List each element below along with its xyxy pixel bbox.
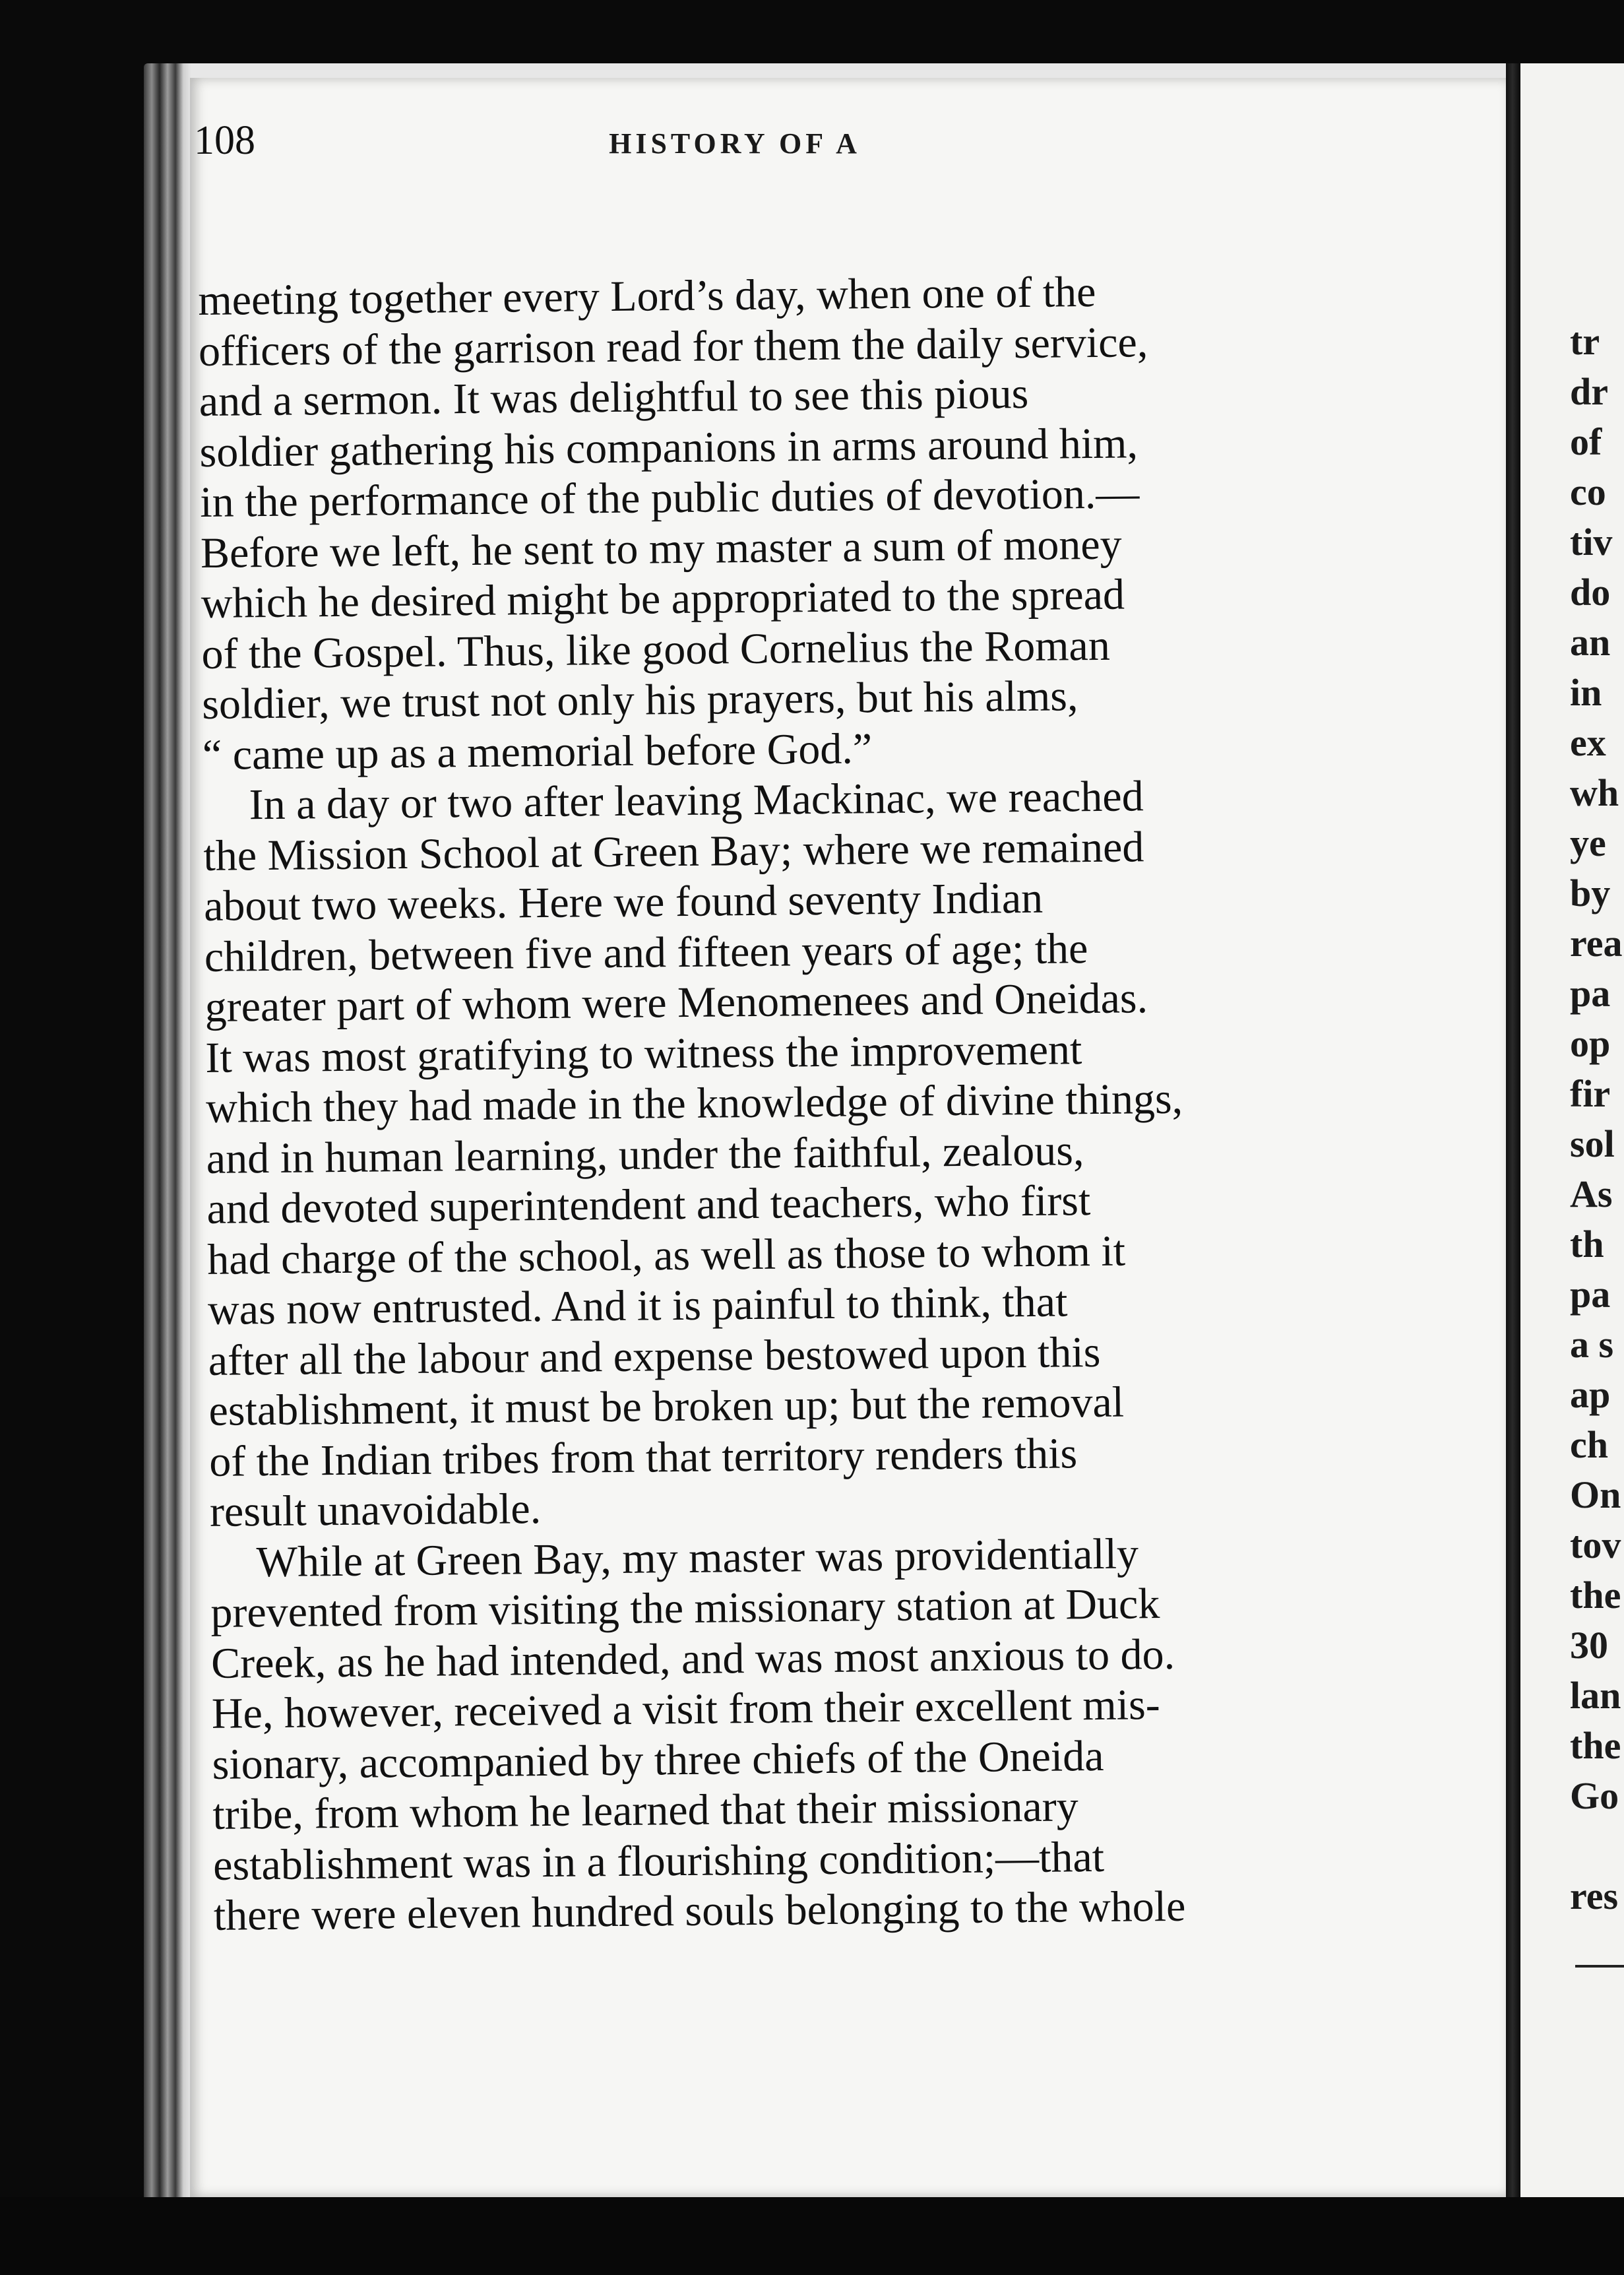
facing-page-rule xyxy=(1575,1965,1624,1968)
text-line: establishment, it must be broken up; but the removal xyxy=(208,1378,1125,1435)
paragraph-first-line: In a day or two after leaving Mackinac, we reached xyxy=(249,772,1144,829)
text-line: after all the labour and expense bestowed upon this xyxy=(208,1328,1101,1385)
text-line: soldier, we trust not only his prayers, but his alms, xyxy=(201,672,1078,728)
text-line: soldier gathering his companions in arms around him, xyxy=(199,418,1139,476)
text-line: prevented from visiting the missionary station at Duck xyxy=(210,1580,1160,1637)
page-number: 108 xyxy=(194,118,255,163)
facing-fragment: the xyxy=(1570,1724,1621,1767)
text-line: had charge of the school, as well as those to whom it xyxy=(206,1227,1126,1284)
text-line: tribe, from whom he learned that their missionary xyxy=(212,1782,1078,1839)
text-line: sionary, accompanied by three chiefs of the Oneida xyxy=(212,1731,1104,1789)
facing-fragment: ye xyxy=(1570,821,1606,864)
text-line: the Mission School at Green Bay; where we remained xyxy=(203,822,1144,880)
facing-fragment: On xyxy=(1570,1473,1621,1516)
text-line: He, however, received a visit from their excellent mis- xyxy=(211,1681,1161,1738)
facing-fragment: tov xyxy=(1570,1523,1621,1566)
text-line: Before we left, he sent to my master a sum of money xyxy=(200,520,1122,577)
facing-fragment: do xyxy=(1570,571,1611,614)
text-line: children, between five and fifteen years of age; the xyxy=(204,924,1088,981)
facing-fragment: res xyxy=(1570,1874,1619,1917)
facing-fragment: th xyxy=(1570,1223,1604,1266)
text-line: establishment was in a flourishing condition;—that xyxy=(212,1832,1105,1890)
facing-fragment: wh xyxy=(1570,771,1619,814)
facing-fragment: ex xyxy=(1570,721,1606,764)
facing-fragment: 30 xyxy=(1570,1624,1608,1667)
facing-fragment: tiv xyxy=(1570,521,1613,563)
facing-fragment: op xyxy=(1570,1022,1611,1065)
facing-fragment: ap xyxy=(1570,1373,1611,1416)
text-line: was now entrusted. And it is painful to think, that xyxy=(207,1277,1068,1334)
text-line: Creek, as he had intended, and was most anxious to do. xyxy=(210,1630,1175,1688)
facing-fragment xyxy=(1570,1821,1624,1871)
text-line: greater part of whom were Menomenees and Oneidas. xyxy=(204,974,1148,1031)
facing-fragment: sol xyxy=(1570,1122,1615,1165)
facing-fragment: tr xyxy=(1570,320,1600,363)
facing-fragment: the xyxy=(1570,1574,1621,1617)
facing-fragment: in xyxy=(1570,671,1602,714)
text-line: there were eleven hundred souls belonging to the whole xyxy=(213,1882,1186,1940)
paragraph-first-line: While at Green Bay, my master was providentially xyxy=(256,1529,1139,1586)
text-line: about two weeks. Here we found seventy Indian xyxy=(203,874,1044,930)
text-line: and a sermon. It was delightful to see this pious xyxy=(199,369,1029,426)
facing-page-text xyxy=(1570,317,1624,1921)
text-line: officers of the garrison read for them the daily service, xyxy=(198,317,1148,375)
facing-fragment: an xyxy=(1570,621,1611,664)
book-gutter xyxy=(1506,63,1522,2208)
text-line: “ came up as a memorial before God.” xyxy=(202,724,873,779)
running-title: HISTORY OF A xyxy=(609,127,861,160)
facing-fragment: dr xyxy=(1570,370,1608,413)
facing-fragment: by xyxy=(1570,872,1611,914)
text-line: and devoted superintendent and teachers, who first xyxy=(206,1176,1091,1233)
text-line: meeting together every Lord’s day, when one of the xyxy=(198,267,1096,325)
facing-fragment: pa xyxy=(1570,972,1611,1015)
facing-fragment: lan xyxy=(1570,1674,1621,1717)
facing-fragment: fir xyxy=(1570,1072,1611,1115)
body-text xyxy=(198,264,1454,1941)
facing-fragment: Go xyxy=(1570,1774,1619,1817)
text-line: which they had made in the knowledge of divine things, xyxy=(205,1074,1183,1132)
text-line: result unavoidable. xyxy=(209,1485,542,1536)
text-line: and in human learning, under the faithful, zealous, xyxy=(206,1126,1084,1183)
facing-fragment: rea xyxy=(1570,922,1623,965)
facing-fragment: a s xyxy=(1570,1323,1614,1366)
page-header xyxy=(194,117,1276,177)
facing-fragment: As xyxy=(1570,1172,1613,1215)
text-line: It was most gratifying to witness the improvement xyxy=(205,1025,1082,1082)
facing-fragment: co xyxy=(1570,470,1606,513)
text-line: which he desired might be appropriated to the spread xyxy=(201,570,1125,627)
facing-fragment: of xyxy=(1570,420,1602,463)
text-line: of the Gospel. Thus, like good Cornelius the Roman xyxy=(201,621,1111,678)
scan-bottom-border xyxy=(0,2197,1624,2275)
facing-fragment: ch xyxy=(1570,1423,1608,1466)
facing-fragment: pa xyxy=(1570,1273,1611,1316)
text-line: of the Indian tribes from that territory renders this xyxy=(208,1428,1078,1486)
text-line: in the performance of the public duties of devotion.— xyxy=(199,469,1140,527)
